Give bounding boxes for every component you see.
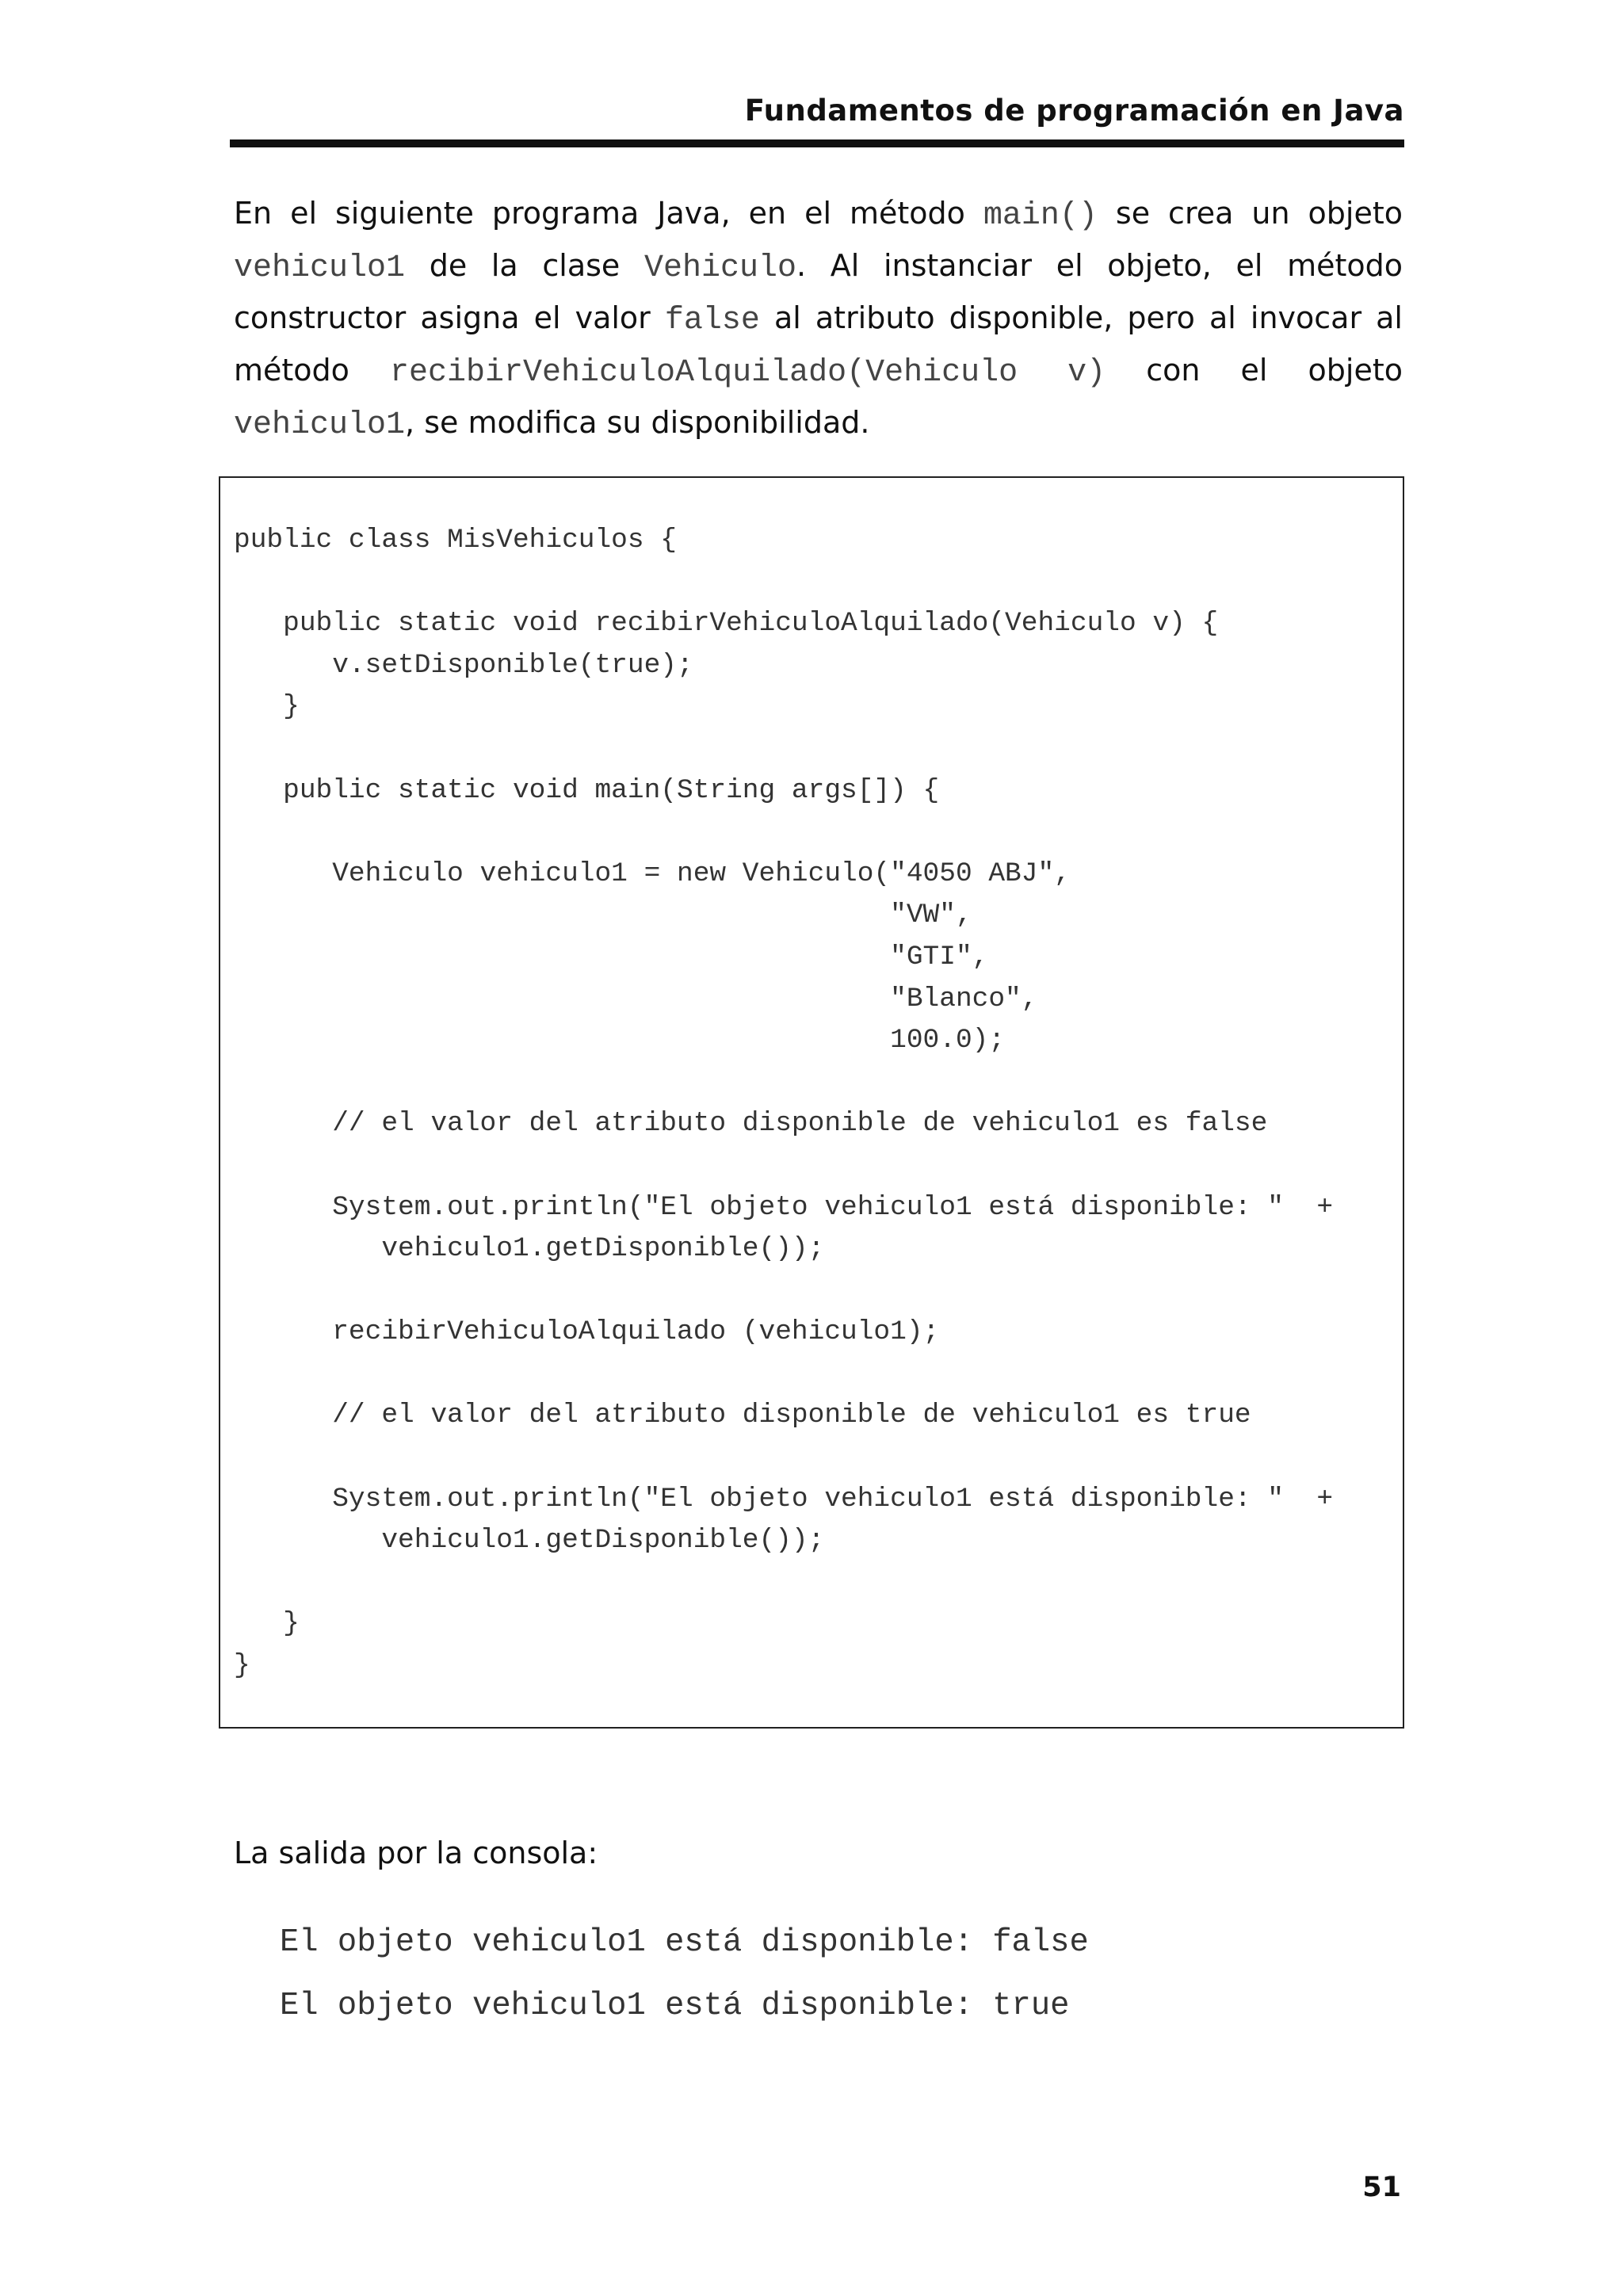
console-output-line-2: El objeto vehiculo1 está disponible: true	[280, 1988, 1070, 2024]
page-number: 51	[1362, 2172, 1401, 2203]
code-line: System.out.println("El objeto vehiculo1 está disponible: " +	[234, 1483, 1334, 1515]
inline-code: Vehiculo	[643, 250, 796, 286]
code-line: }	[234, 691, 300, 723]
code-line: System.out.println("El objeto vehiculo1 está disponible: " +	[234, 1191, 1334, 1223]
code-line	[234, 1354, 1333, 1396]
code-line: recibirVehiculoAlquilado (vehiculo1);	[234, 1316, 940, 1348]
header-rule	[230, 139, 1404, 147]
paragraph-text: de la clase	[405, 248, 644, 283]
code-line	[234, 1437, 1333, 1479]
inline-code: vehiculo1	[234, 407, 406, 443]
code-listing	[234, 520, 1333, 1687]
inline-code: vehiculo1	[234, 250, 406, 286]
code-line	[234, 728, 1333, 770]
paragraph-text: . Al instanciar el objeto, el método constructor asigna el valor	[234, 248, 1403, 335]
paragraph-text: se crea un objeto	[1097, 196, 1403, 231]
console-output-line-1: El objeto vehiculo1 está disponible: false	[280, 1924, 1089, 1961]
code-line: // el valor del atributo disponible de vehiculo1 es false	[234, 1108, 1268, 1140]
code-line: vehiculo1.getDisponible());	[234, 1525, 825, 1557]
code-listing-box	[219, 476, 1404, 1729]
code-line	[234, 562, 1333, 604]
code-line: 100.0);	[234, 1025, 1006, 1056]
code-line	[234, 1145, 1333, 1187]
code-line: public static void main(String args[]) {	[234, 774, 940, 806]
code-line: v.setDisponible(true);	[234, 649, 693, 681]
code-line	[234, 1270, 1333, 1312]
code-line: vehiculo1.getDisponible());	[234, 1233, 825, 1265]
code-line: Vehiculo vehiculo1 = new Vehiculo("4050 ABJ",	[234, 858, 1071, 889]
inline-code: recibirVehiculoAlquilado(Vehiculo v)	[390, 355, 1106, 391]
code-line: public class MisVehiculos {	[234, 525, 677, 556]
code-line	[234, 1062, 1333, 1104]
running-head: Fundamentos de programación en Java	[744, 94, 1404, 128]
code-line: // el valor del atributo disponible de vehiculo1 es true	[234, 1400, 1251, 1431]
code-line: public static void recibirVehiculoAlquilado(Vehiculo v) {	[234, 608, 1219, 640]
code-line: }	[234, 1650, 250, 1682]
code-line	[234, 1562, 1333, 1604]
inline-code: false	[664, 303, 760, 338]
paragraph-text: , se modifica su disponibilidad.	[405, 405, 870, 440]
console-output-label: La salida por la consola:	[234, 1836, 598, 1870]
code-line: "VW",	[234, 900, 972, 931]
code-line	[234, 812, 1333, 854]
code-line: "Blanco",	[234, 983, 1038, 1014]
inline-code: main()	[983, 198, 1098, 234]
code-line: "GTI",	[234, 941, 989, 972]
paragraph-text: con el objeto	[1106, 353, 1403, 388]
paragraph-text: En el siguiente programa Java, en el método	[234, 196, 983, 231]
paragraph-text: al atributo disponible, pero al invocar al método	[234, 300, 1403, 388]
intro-paragraph	[234, 189, 1403, 450]
code-line: }	[234, 1608, 300, 1640]
